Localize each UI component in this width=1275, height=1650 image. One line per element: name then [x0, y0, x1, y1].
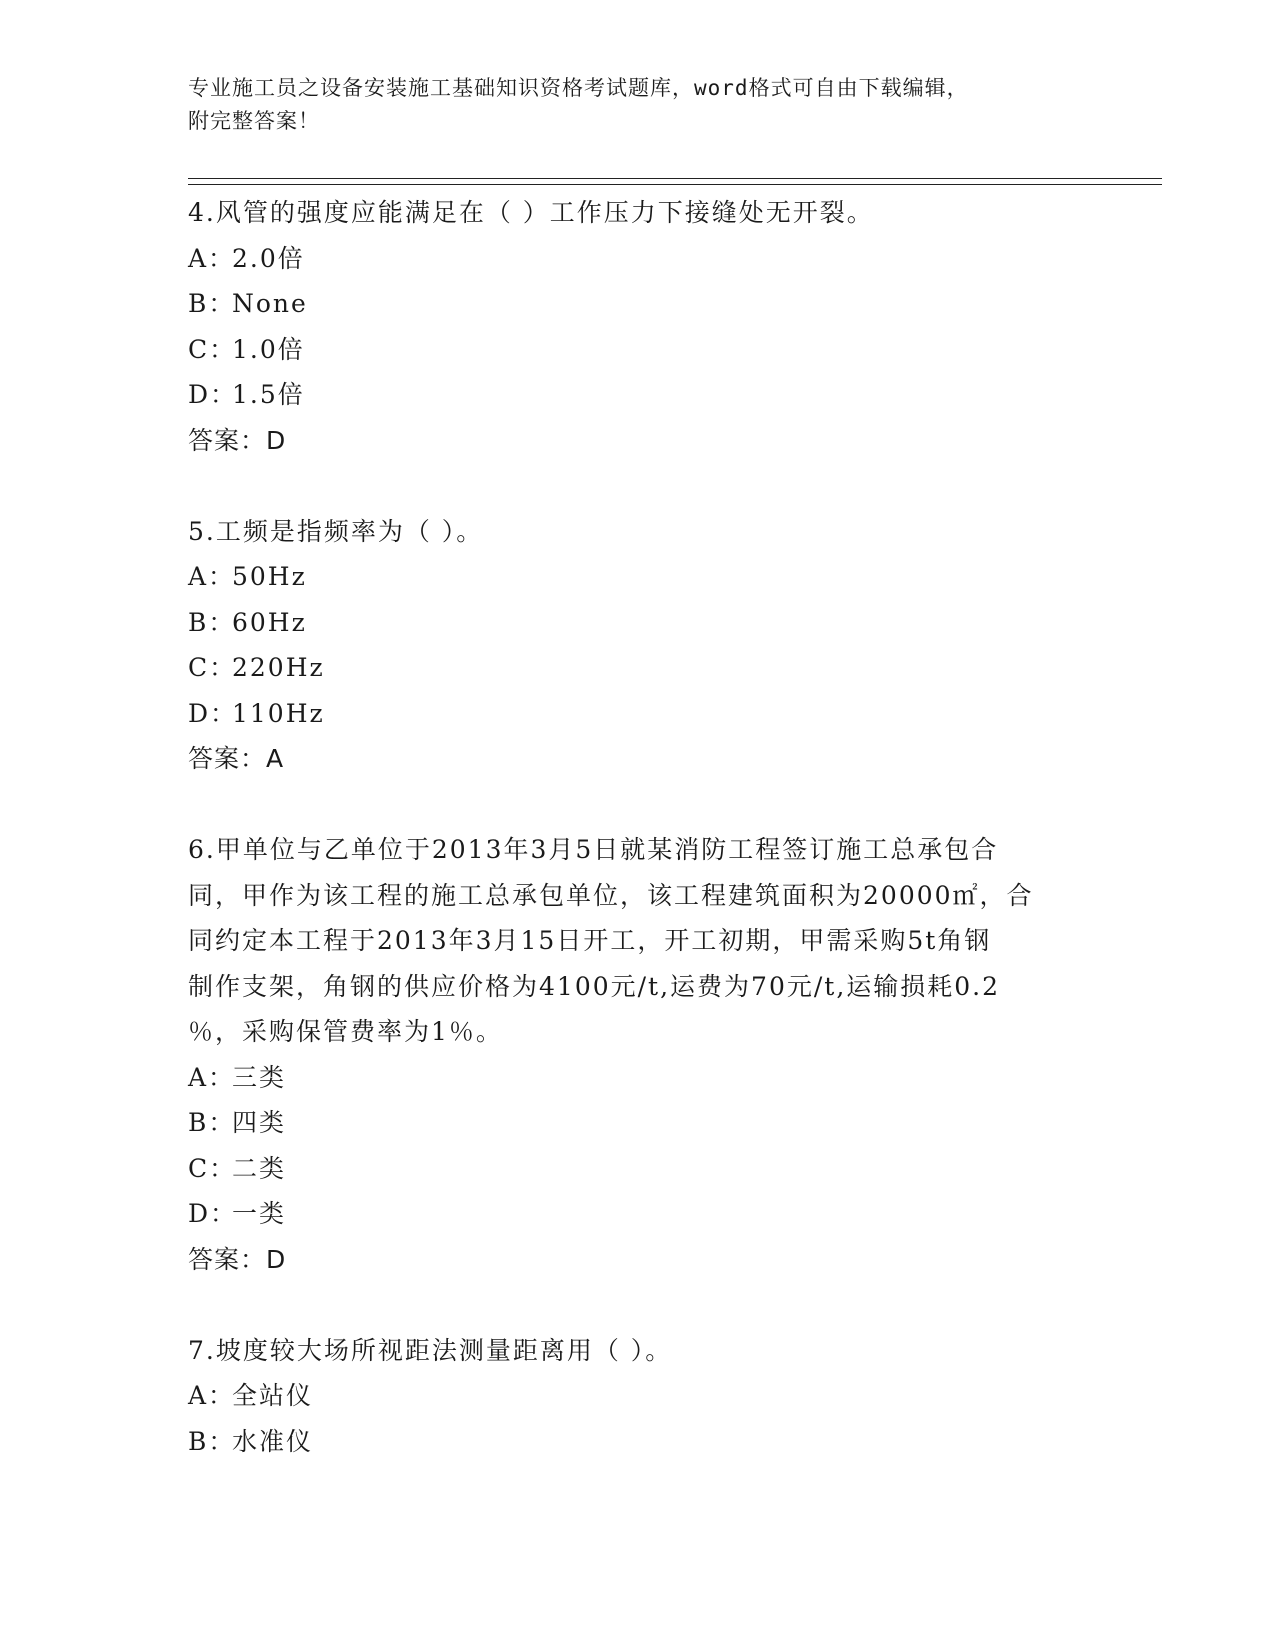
option-letter: A： [188, 1062, 236, 1092]
option-letter: B： [188, 289, 236, 318]
option-letter: D： [188, 380, 238, 409]
question-6 [188, 827, 1088, 1282]
option-text: 三类 [232, 1062, 287, 1092]
option-letter: A： [188, 562, 236, 591]
option-letter: B： [188, 607, 236, 637]
header-line-2: 附完整答案！ [188, 109, 320, 133]
answer-line: 答案：D [188, 425, 287, 455]
option-letter: B： [188, 1108, 236, 1137]
option-text: 四类 [232, 1108, 287, 1137]
question-stem: 5.工频是指频率为（ ）。 [188, 516, 484, 546]
question-stem-line: 同约定本工程于2013年3月15日开工，开工初期，甲需采购5t角钢 [188, 926, 992, 955]
question-5 [188, 509, 1088, 782]
header-line-1: 专业施工员之设备安装施工基础知识资格考试题库，word格式可自由下载编辑， [188, 76, 969, 100]
option-d [188, 1191, 1088, 1237]
option-d [188, 691, 1088, 737]
option-text: 1.5倍 [232, 380, 305, 409]
option-letter: B： [188, 1426, 236, 1456]
option-c [188, 1146, 1088, 1192]
answer-line: 答案：D [188, 1244, 287, 1274]
question-stem: 4.风管的强度应能满足在（ ）工作压力下接缝处无开裂。 [188, 198, 874, 227]
option-d [188, 372, 1088, 418]
option-c [188, 645, 1088, 691]
option-text: None [232, 289, 308, 318]
question-4 [188, 190, 1088, 463]
option-text: 一类 [232, 1199, 287, 1228]
option-text: 220Hz [232, 653, 325, 682]
option-a [188, 1373, 1088, 1419]
option-letter: D： [188, 1199, 238, 1228]
question-7 [188, 1328, 1088, 1465]
option-b [188, 281, 1088, 327]
option-text: 60Hz [232, 607, 307, 637]
option-text: 1.0倍 [232, 334, 305, 364]
option-b [188, 1100, 1088, 1146]
option-letter: A： [188, 1381, 236, 1410]
header-rule-bottom [188, 184, 1162, 185]
option-letter: C： [188, 1153, 237, 1183]
option-text: 二类 [232, 1153, 287, 1183]
option-text: 110Hz [232, 698, 325, 728]
document-header [188, 72, 1088, 138]
option-letter: D： [188, 698, 238, 728]
header-rule-top [188, 178, 1162, 179]
option-a [188, 236, 1088, 282]
option-c [188, 327, 1088, 373]
option-letter: C： [188, 334, 237, 364]
option-text: 水准仪 [232, 1426, 314, 1456]
option-a [188, 554, 1088, 600]
question-stem-line: 制作支架，角钢的供应价格为4100元/t,运费为70元/t,运输损耗0.2 [188, 971, 1001, 1001]
question-stem-line: ％，采购保管费率为1％。 [188, 1017, 503, 1046]
option-text: 2.0倍 [232, 243, 305, 273]
question-stem-line: 同，甲作为该工程的施工总承包单位，该工程建筑面积为20000㎡，合 [188, 880, 1034, 910]
option-letter: C： [188, 653, 237, 682]
answer-line: 答案：A [188, 744, 285, 773]
option-text: 全站仪 [232, 1381, 314, 1410]
option-b [188, 1419, 1088, 1465]
option-b [188, 600, 1088, 646]
option-text: 50Hz [232, 562, 307, 591]
question-list [188, 190, 1088, 1464]
question-stem-line: 6.甲单位与乙单位于2013年3月5日就某消防工程签订施工总承包合 [188, 835, 999, 864]
question-stem: 7.坡度较大场所视距法测量距离用（ ）。 [188, 1335, 673, 1365]
option-letter: A： [188, 243, 236, 273]
option-a [188, 1055, 1088, 1101]
